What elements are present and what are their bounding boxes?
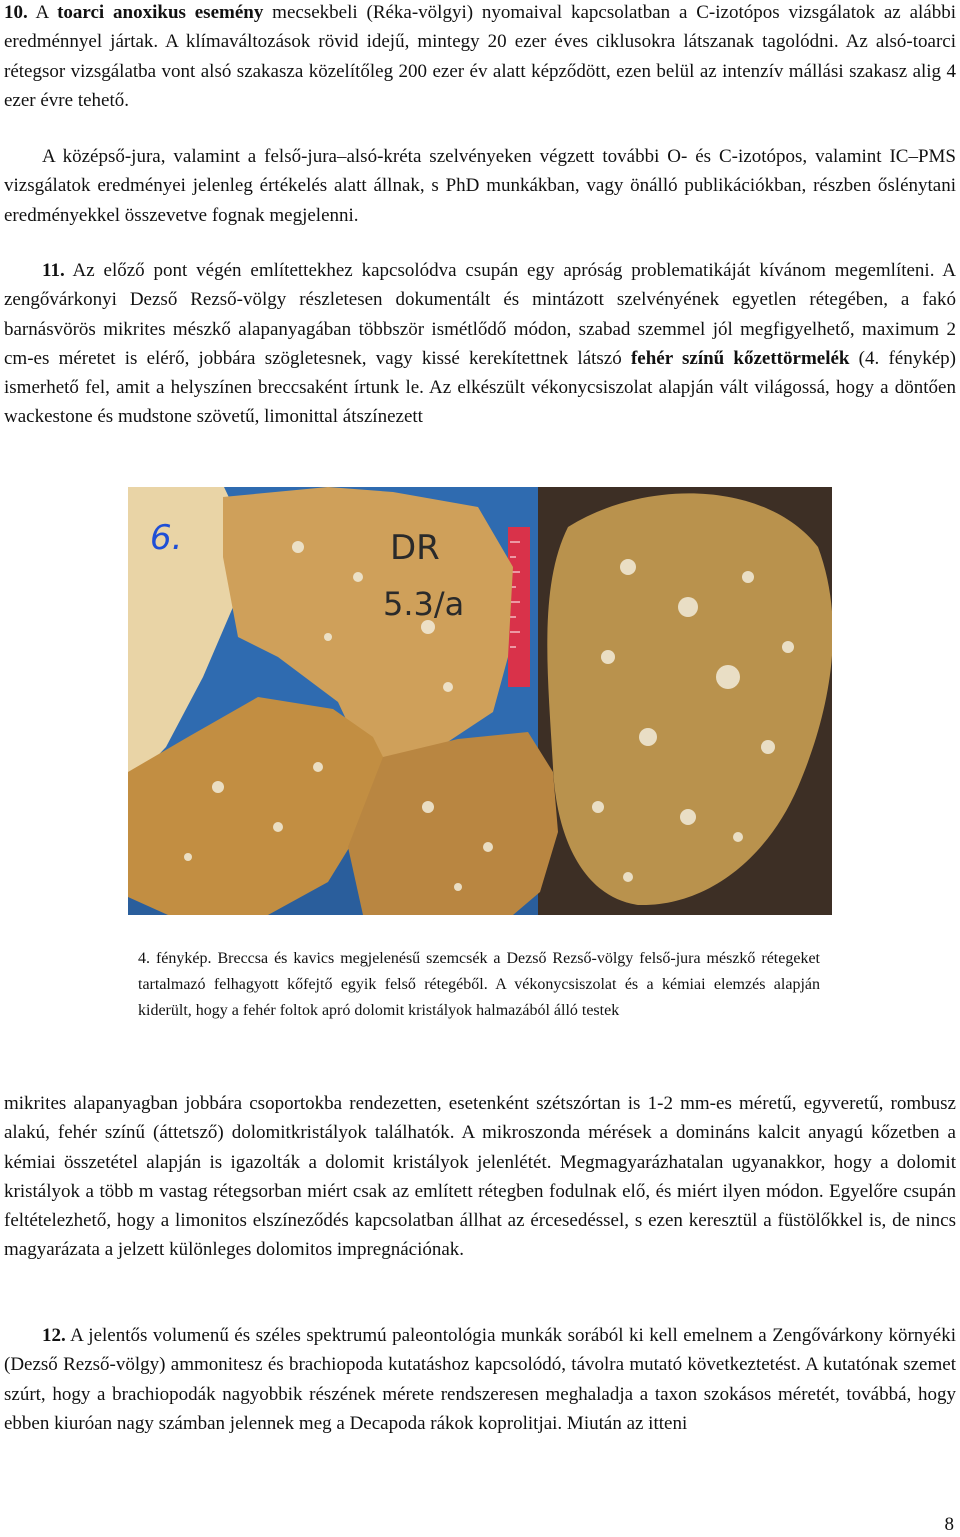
paragraph-text: mecsekbeli (Réka-völgyi) nyomaival kapcsolatban a C-izotópos vizsgálatok az alábbi eredménnyel jártak. A klímaváltozások rövid idejű, mintegy 20 ezer éves ciklusokra látszanak tagolódni. Az alsó-toarci rétegsor vizsgálatba vont alsó szakasza közelítőleg 200 ezer év alatt képződött, ezen belül az intenzív mállási szakasz alig 4 ezer évre tehető. <box>4 2 956 111</box>
photo-caption <box>138 946 820 1024</box>
paragraph-12 <box>4 1321 956 1438</box>
bold-term: fehér színű kőzettörmelék <box>630 347 850 369</box>
paragraph-text: A jelentős volumenű és széles spektrumú paleontológia munkák sorából ki kell emelnem a Zengővárkony környéki (Dezső Rezső-völgy) ammonitesz és brachiopoda kutatáshoz kapcsolódó, távolra mutató következtetést. A kutatónak szemet szúrt, hogy a brachiopodák nagyobbik részének mérete rendszeresen meghaladja a taxon szokásos méretét, továbbá, hogy ebben kiuróan nagy számban jelennek meg a Decapoda rákok koprolitjai. Miután az itteni <box>4 1325 956 1434</box>
paragraph-10 <box>4 0 956 115</box>
sample-label-right-2: 5.3/a <box>383 585 465 623</box>
paragraph-text: mikrites alapanyagban jobbára csoportokba rendezetten, esetenként szétszórtan is 1-2 mm-es méretű, egyveretű, rombusz alakú, fehér színű (áttetsző) dolomitkristályok találhatók. A mikroszonda mérések a domináns kalcit anyagú kőzetben a kémiai összetétel alapján is igazolták a dolomit kristályok jelenlétét. Megmagyarázhatalan ugyanakkor, hogy a dolomit kristályok a több m vastag rétegsorban miért csak az említett rétegben fodulnak elő, és miért ilyen módon. Egyelőre csupán feltételezhető, hogy a limonitos elszíneződés kapcsolatban állhat az ércesedéssel, s ezen keresztül a füstölőkkel is, de nincs magyarázata a jelzett különleges dolomitos impregnációnak. <box>4 1093 956 1261</box>
paragraph-number: 12. <box>42 1325 66 1346</box>
photo-image <box>128 487 832 915</box>
caption-label: 4. fénykép. <box>138 950 212 967</box>
paragraph-text: Az előző pont végén említettekhez kapcsolódva csupán egy apróság problematikáját kívánom megemlíteni. A zengővárkonyi Dezső Rezső-völgy részletesen dokumentált és mintázott szelvényének egyetlen rétegében, a fakó barnásvörös mikrites mészkő alapanyagában többször ismétlődő módon, szabad szemmel jól megfigyelhető, maximum 2 cm-es méretet is elérő, jobbára szögletesnek, vagy kissé kerekítettnek látszó <box>4 260 956 369</box>
paragraph-number: 10. <box>4 2 28 23</box>
caption-text: Breccsa és kavics megjelenésű szemcsék a Dezső Rezső-völgy felső-jura mészkő rétegeket tartalmazó felhagyott kőfejtő egyik felső rétegéből. A vékonycsiszolat és a kémiai elemzés alapján kiderült, hogy a fehér foltok apró dolomit kristályok halmazából álló testek <box>138 950 821 1019</box>
paragraph-10-continued <box>4 142 956 230</box>
sample-label-right-1: DR <box>390 528 440 568</box>
paragraph-11-continued <box>4 1089 956 1265</box>
sample-label-left: 6. <box>150 518 183 558</box>
paragraph-text: A <box>27 2 58 23</box>
paragraph-text: A középső-jura, valamint a felső-jura–alsó-kréta szelvényeken végzett további O- és C-izotópos, valamint IC–PMS vizsgálatok eredményei jelenleg értékelés alatt állnak, s PhD munkákban, vagy önálló publikációkban, részben őslénytani eredményekkel összevetve fognak megjelenni. <box>4 146 956 226</box>
paragraph-text: (4. fénykép) ismerhető fel, amit a helyszínen breccsaként írtunk le. Az elkészült vékonycsiszolat alapján vált világossá, hogy a döntően wackestone és mudstone szövetű, limonittal átszínezett <box>4 347 956 428</box>
page-number: 8 <box>944 1514 954 1535</box>
bold-term: toarci anoxikus esemény <box>57 2 264 23</box>
photo-breccia-samples <box>128 487 832 915</box>
paragraph-number: 11. <box>42 260 65 281</box>
paragraph-11 <box>4 256 956 432</box>
